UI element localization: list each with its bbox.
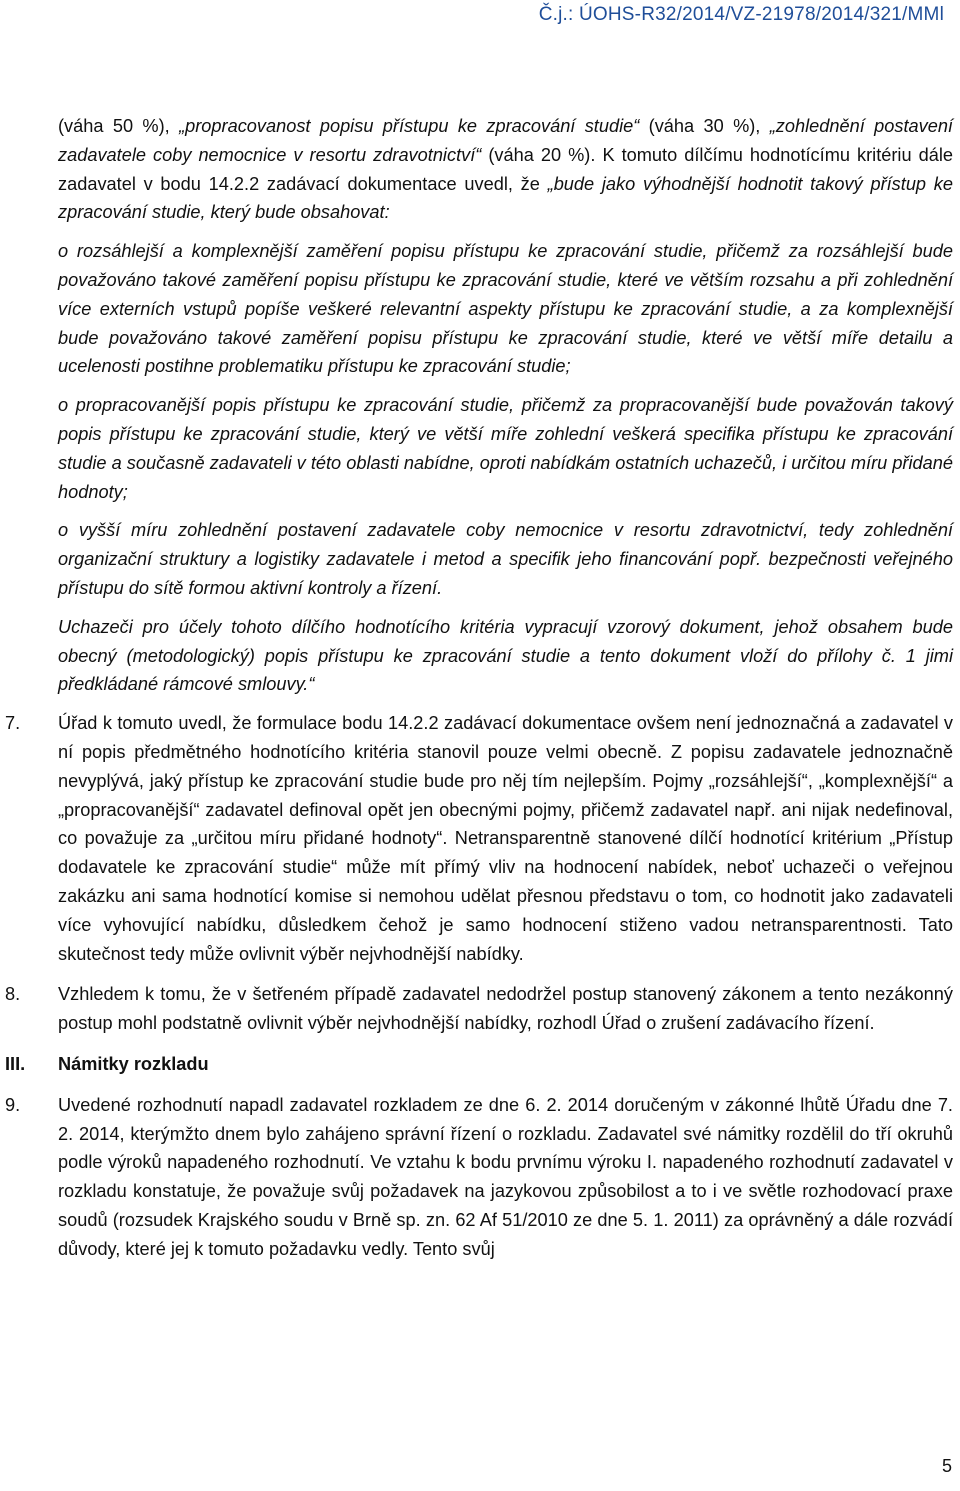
document-body: [0, 112, 960, 1263]
paragraph-text: Úřad k tomuto uvedl, že formulace bodu 14.2.2 zadávací dokumentace ovšem není jednoznačná a zadavatel v ní popis předmětného hodnotícího kritéria stanovil pouze velmi obecně. Z popisu zadavatele jednoznačně nevyplývá, jaký přístup ke zpracování studie bude pro něj tím nejlepším. Pojmy „rozsáhlejší“, „komplexnější“ a „propracovanější“ zadavatel definoval opět jen obecnými pojmy, přičemž zadavatel např. ani nijak nedefinoval, co považuje za „určitou míru přidané hodnoty“. Netransparentně stanovené dílčí hodnotící kritérium „Přístup dodavatele ke zpracování studie“ může mít přímý vliv na hodnocení nabídek, neboť uchazeči o veřejnou zakázku ani sama hodnotící komise si nemohou udělat přesnou představu o tom, co hodnotit jako zadavateli více vyhovující nabídku, důsledkem čehož je samo hodnocení stiženo vadou netransparentnosti. Tato skutečnost tedy může ovlivnit výběr nejvhodnější nabídky.: [58, 713, 953, 964]
numbered-paragraph-8: [5, 980, 953, 1038]
paragraph-number: 8.: [5, 984, 21, 1005]
intro-quote-3: „bude jako výhodnější hodnotit takový přístup ke zpracování studie, který bude obsahovat:: [58, 173, 953, 223]
intro-quote-2: „zohlednění postavení zadavatele coby nemocnice v resortu zdravotnictví“: [58, 116, 953, 165]
paragraph-text: Vzhledem k tomu, že v šetřeném případě zadavatel nedodržel postup stanovený zákonem a tento nezákonný postup mohl podstatně ovlivnit výběr nejvhodnější nabídky, rozhodl Úřad o zrušení zadávacího řízení.: [58, 984, 953, 1034]
intro-quote-1: „propracovanost popisu přístupu ke zpracování studie“: [179, 116, 640, 136]
bullet-paragraph-1: o rozsáhlejší a komplexnější zaměření popisu přístupu ke zpracování studie, přičemž za rozsáhlejší bude považováno takové zaměření popisu přístupu ke zpracování studie, které ve větším rozsahu a při zohlednění více externích vstupů popíše veškeré relevantní aspekty přístupu ke zpracování studie, a za komplexnější bude považováno takové zaměření popisu přístupu ke zpracování studie, které ve větší míře detailu a ucelenosti postihne problematiku přístupu ke zpracování studie;: [58, 241, 953, 377]
numbered-paragraph-9: [5, 1091, 953, 1264]
numbered-paragraph-7: [5, 709, 953, 968]
intro-text-1: (váha 50 %),: [58, 116, 170, 136]
intro-text-3: (váha 20 %). K tomuto dílčímu hodnotícímu kritériu dále zadavatel v bodu 14.2.2 zadávací dokumentace uvedl, že: [58, 144, 953, 194]
intro-text-2: (váha 30 %),: [648, 116, 761, 136]
section-title: Námitky rozkladu: [58, 1053, 209, 1074]
bullet-paragraph-3: o vyšší míru zohlednění postavení zadavatele coby nemocnice v resortu zdravotnictví, tedy zohlednění organizační struktury a logistiky zadavatele i metod a specifik jeho financování popř. bezpečnosti veřejného přístupu do sítě formou aktivní kontroly a řízení.: [58, 520, 953, 598]
intro-paragraph: [58, 112, 953, 227]
bullet-paragraph-2: o propracovanější popis přístupu ke zpracování studie, přičemž za propracovanější bude považován takový popis přístupu ke zpracování studie, který ve větší míře zohlední veškerá specifika přístupu ke zpracování studie a současně zadavateli v této oblasti nabídne, oproti nabídkám ostatních uchazečů, i určitou míru přidané hodnoty;: [58, 395, 953, 502]
paragraph-number: 9.: [5, 1094, 21, 1115]
closing-quote-paragraph: Uchazeči pro účely tohoto dílčího hodnotícího kritéria vypracují vzorový dokument, jehož obsahem bude obecný (metodologický) popis přístupu ke zpracování studie a tento dokument vloží do přílohy č. 1 jimi předkládané rámcové smlouvy.“: [58, 616, 953, 695]
document-reference: Č.j.: ÚOHS-R32/2014/VZ-21978/2014/321/MMl: [538, 4, 944, 25]
page-number: 5: [941, 1456, 952, 1476]
paragraph-text: Uvedené rozhodnutí napadl zadavatel rozkladem ze dne 6. 2. 2014 doručeným v zákonné lhůtě Úřadu dne 7. 2. 2014, kterýmžto dnem bylo zahájeno správní řízení o rozkladu. Zadavatel své námitky rozdělil do tří okruhů podle výroků napadeného rozhodnutí. Ve vztahu k bodu prvnímu výroku I. napadeného rozhodnutí zadavatel v rozkladu konstatuje, že považuje svůj požadavek na jazykovou způsobilost a to i ve světle rozhodovací praxe soudů (rozsudek Krajského soudu v Brně sp. zn. 62 Af 51/2010 ze dne 5. 1. 2011) za oprávněný a dále rozvádí důvody, které jej k tomuto požadavku vedly. Tento svůj: [58, 1094, 953, 1259]
paragraph-number: 7.: [5, 713, 21, 734]
section-heading: [5, 1050, 953, 1079]
section-number: III.: [5, 1053, 26, 1074]
